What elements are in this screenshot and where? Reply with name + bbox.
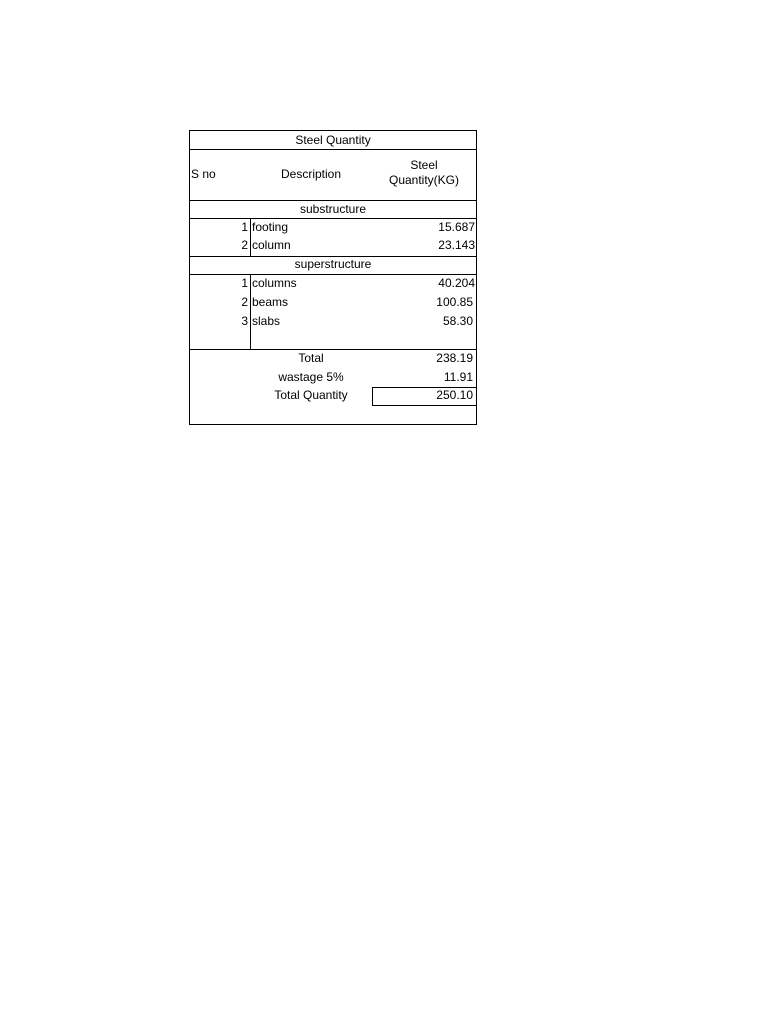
row-sno: 2 xyxy=(241,295,248,309)
row-quantity: 58.30 xyxy=(442,314,473,328)
grand-total-label: Total Quantity xyxy=(274,388,348,402)
row-quantity: 40.204 xyxy=(438,276,475,290)
section-header-substructure: substructure xyxy=(299,202,367,216)
column-divider xyxy=(250,219,251,256)
column-divider xyxy=(250,275,251,349)
header-quantity-line1: Steel xyxy=(410,158,438,172)
wastage-label: wastage 5% xyxy=(278,370,344,384)
row-sno: 3 xyxy=(241,314,248,328)
grand-total-value: 250.10 xyxy=(436,388,473,402)
row-quantity: 23.143 xyxy=(438,238,475,252)
header-description: Description xyxy=(280,167,342,181)
row-sno: 1 xyxy=(241,276,248,290)
steel-quantity-table xyxy=(189,130,477,425)
row-quantity: 100.85 xyxy=(436,295,473,309)
row-description: column xyxy=(252,238,291,252)
section-header-superstructure: superstructure xyxy=(294,257,372,271)
row-description: slabs xyxy=(252,314,281,328)
row-quantity: 15.687 xyxy=(438,220,475,234)
row-description: beams xyxy=(252,295,289,309)
header-sno: S no xyxy=(191,167,216,181)
wastage-value: 11.91 xyxy=(443,370,473,384)
total-value: 238.19 xyxy=(436,351,473,365)
table-title: Steel Quantity xyxy=(295,133,371,147)
row-sno: 2 xyxy=(241,238,248,252)
row-description: columns xyxy=(252,276,297,290)
header-quantity-line2: Quantity(KG) xyxy=(388,173,460,187)
total-label: Total xyxy=(298,351,324,365)
divider xyxy=(190,149,476,150)
row-sno: 1 xyxy=(241,220,248,234)
row-description: footing xyxy=(252,220,289,234)
